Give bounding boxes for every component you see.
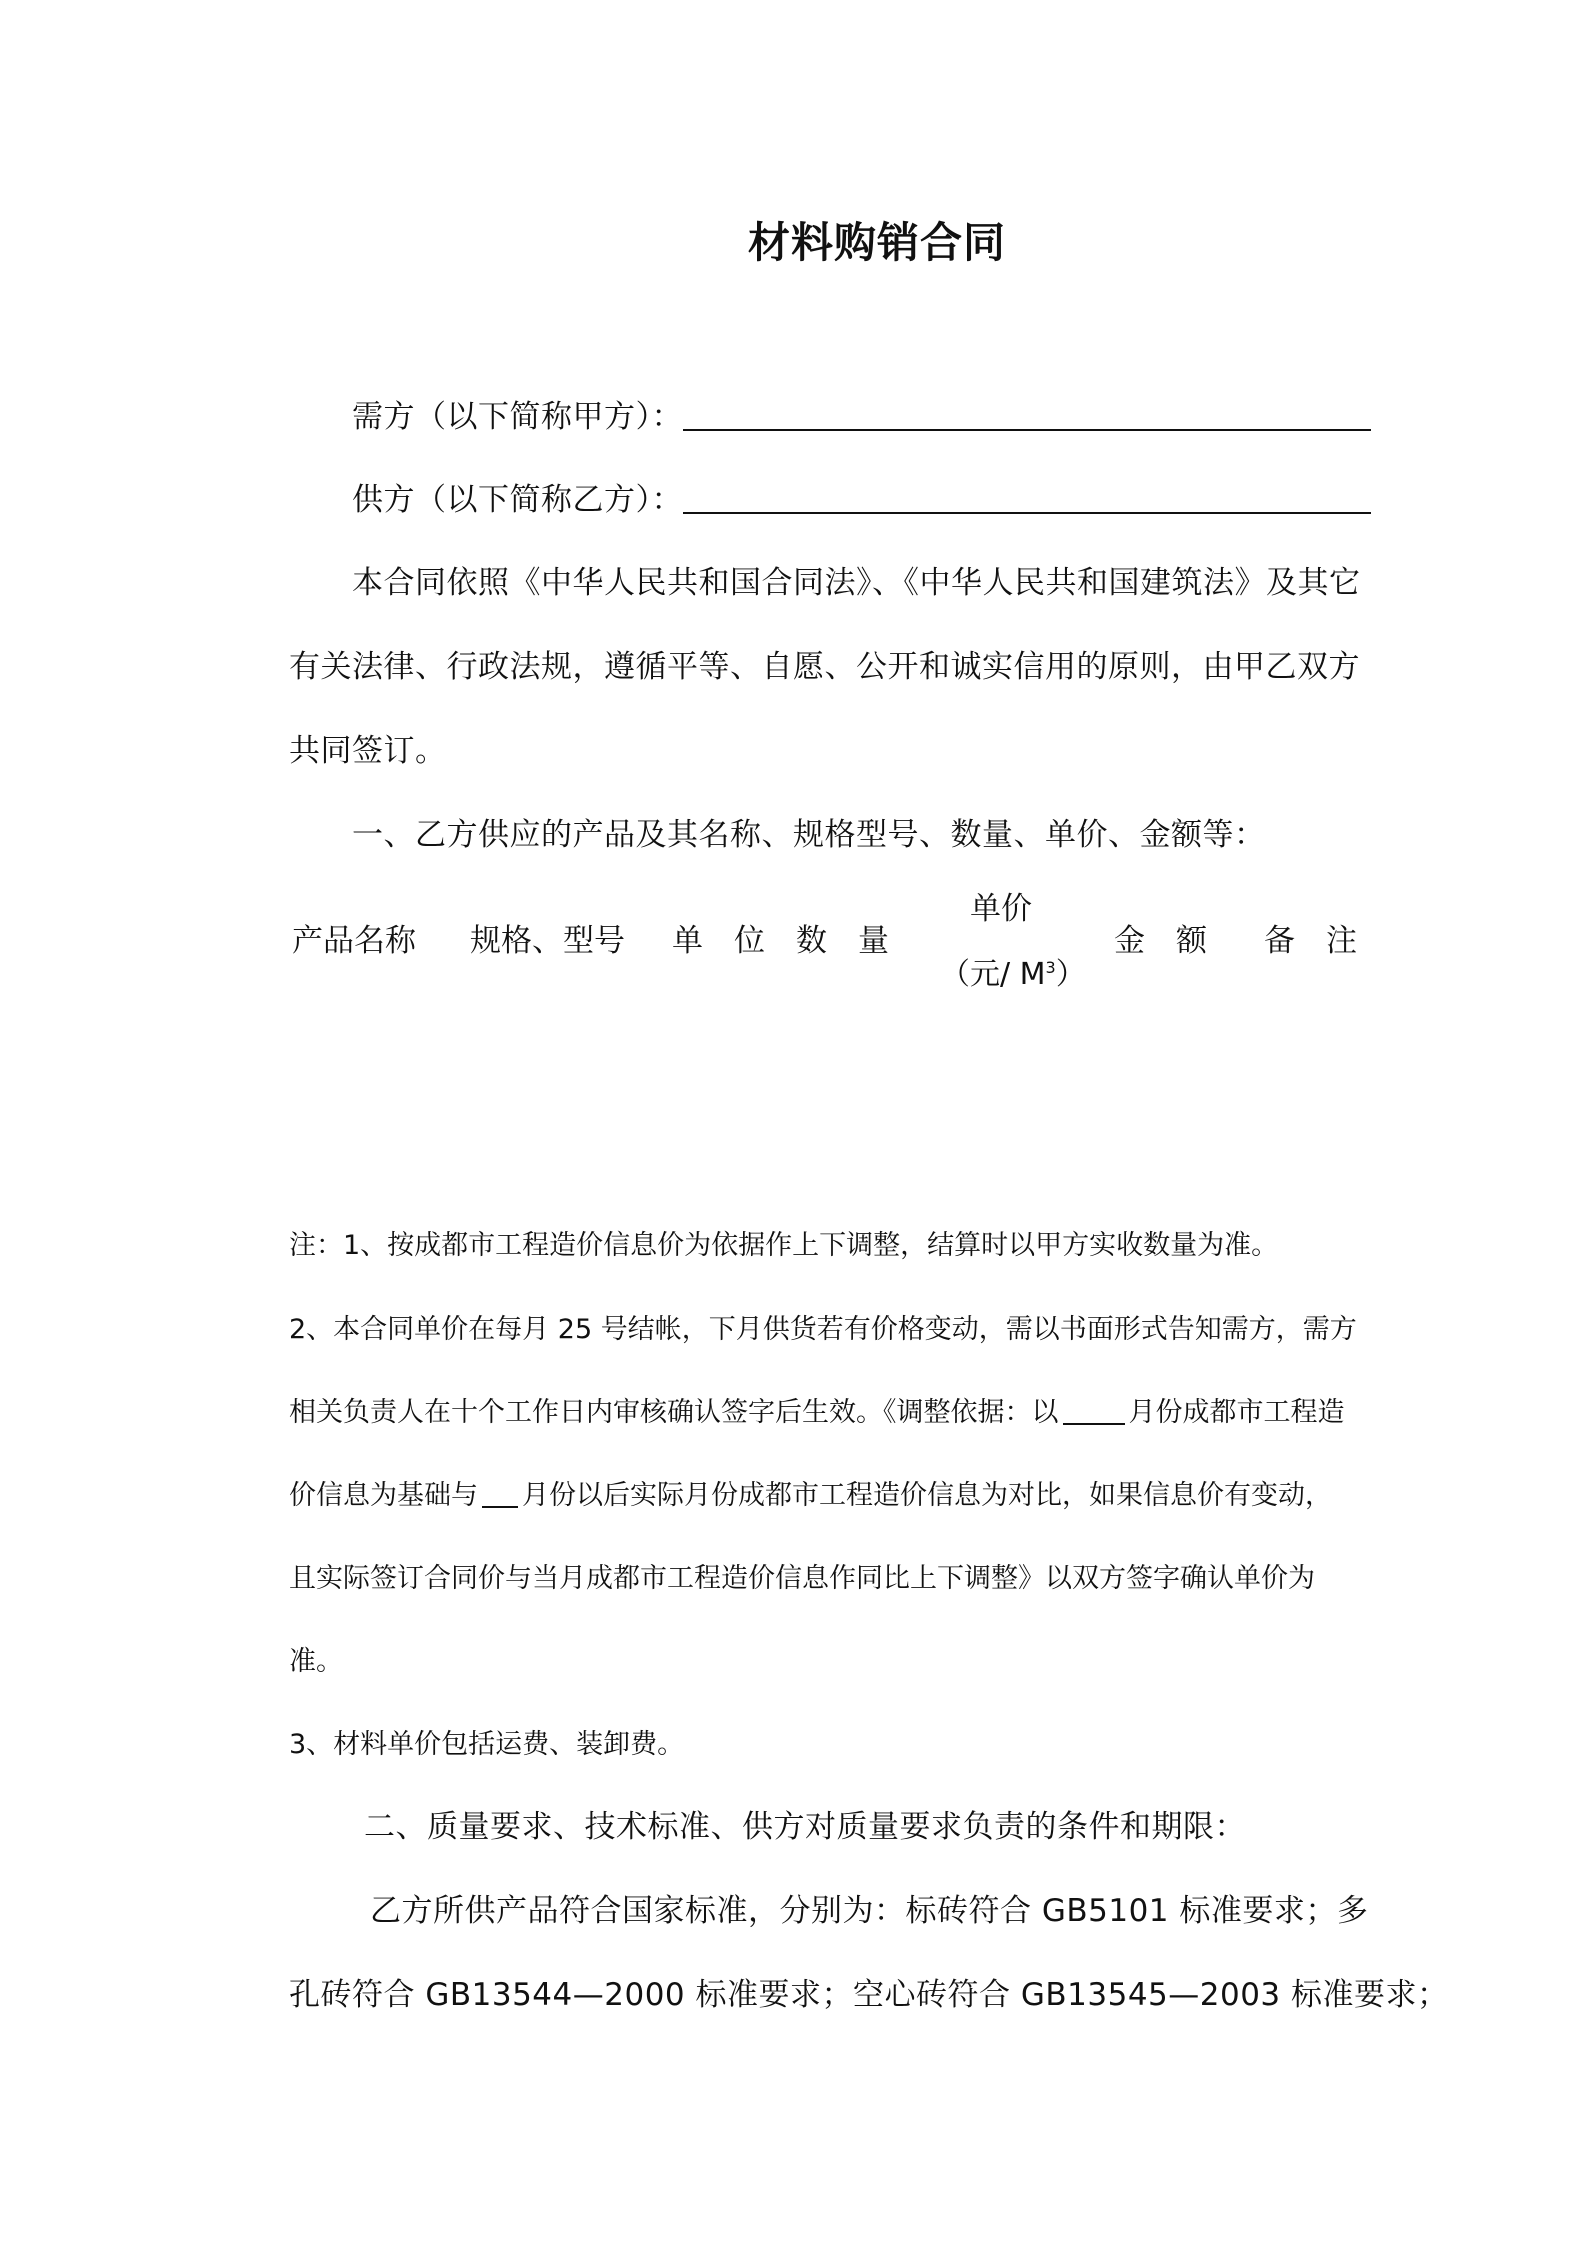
note-1: 注：1、按成都市工程造价信息价为依据作上下调整，结算时以甲方实收数量为准。 bbox=[289, 1230, 1279, 1261]
section-2-line-2: 孔砖符合 GB13544—2000 标准要求；空心砖符合 GB13545—2003 标准要求； bbox=[289, 1977, 1449, 2013]
note-2-line-3: 价信息为基础与 月份以后实际月份成都市工程造价信息为对比，如果信息价有变动， bbox=[289, 1480, 1332, 1511]
page-title: 材料购销合同 bbox=[748, 218, 1007, 267]
seller-label: 供方（以下简称乙方）： bbox=[352, 482, 683, 518]
section-1-heading: 一、乙方供应的产品及其名称、规格型号、数量、单价、金额等： bbox=[352, 817, 1266, 853]
header-product-name: 产品名称 bbox=[292, 923, 416, 959]
intro-line-1: 本合同依照《中华人民共和国合同法》、《中华人民共和国建筑法》及其它 bbox=[352, 565, 1361, 601]
header-remark: 备 注 bbox=[1264, 923, 1357, 959]
note-3: 3、材料单价包括运费、装卸费。 bbox=[289, 1729, 685, 1760]
seller-line bbox=[352, 482, 1371, 518]
header-unit-price-currency: （元/ $M^3$） bbox=[940, 957, 1086, 992]
adjust-compare-month-field[interactable] bbox=[482, 1484, 518, 1508]
section-2-line-1: 乙方所供产品符合国家标准，分别为：标砖符合 GB5101 标准要求；多 bbox=[370, 1893, 1369, 1929]
header-unit-price: 单价 bbox=[970, 891, 1032, 927]
header-quantity: 数 量 bbox=[796, 923, 889, 959]
section-2-heading: 二、质量要求、技术标准、供方对质量要求负责的条件和期限： bbox=[364, 1809, 1246, 1845]
note-2-line-5: 准。 bbox=[289, 1646, 343, 1677]
header-amount: 金 额 bbox=[1114, 923, 1207, 959]
note-2-line-2: 相关负责人在十个工作日内审核确认签字后生效。《调整依据：以 月份成都市工程造 bbox=[289, 1397, 1345, 1428]
note-2-line-1: 2、本合同单价在每月 25 号结帐，下月供货若有价格变动，需以书面形式告知需方，需方 bbox=[289, 1314, 1357, 1345]
seller-name-field[interactable] bbox=[683, 486, 1371, 514]
adjust-base-month-field[interactable] bbox=[1063, 1401, 1125, 1425]
intro-line-3: 共同签订。 bbox=[289, 733, 447, 769]
buyer-line bbox=[352, 399, 1371, 435]
intro-line-2: 有关法律、行政法规，遵循平等、自愿、公开和诚实信用的原则，由甲乙双方 bbox=[289, 649, 1360, 685]
note-2-line-4: 且实际签订合同价与当月成都市工程造价信息作同比上下调整》以双方签字确认单价为 bbox=[289, 1563, 1315, 1594]
header-unit: 单 位 bbox=[672, 923, 765, 959]
buyer-label: 需方（以下简称甲方）： bbox=[352, 399, 683, 435]
header-spec-model: 规格、型号 bbox=[470, 923, 625, 959]
buyer-name-field[interactable] bbox=[683, 403, 1371, 431]
